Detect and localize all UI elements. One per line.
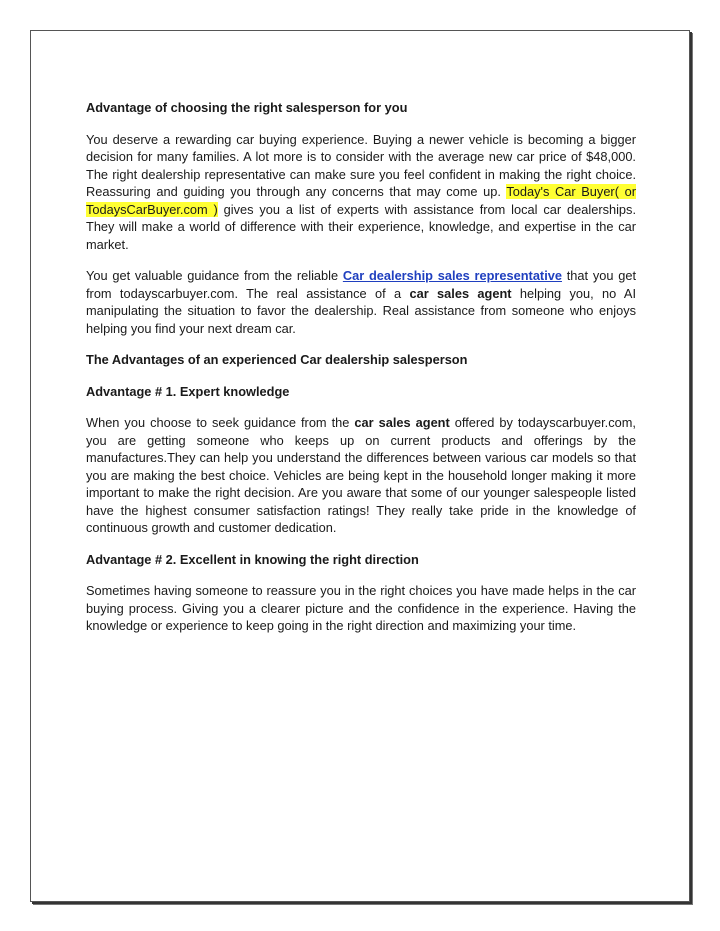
sales-representative-link[interactable]: Car dealership sales representative — [342, 268, 562, 283]
paragraph-guidance-text-b: that you get from todayscarbuyer.com. The real assistance of a — [86, 268, 636, 301]
document-page — [30, 30, 690, 902]
paragraph-expert-text-a: When you choose to seek guidance from the — [86, 415, 355, 430]
paragraph-right-direction: Sometimes having someone to reassure you in the right choices you have made helps in the car buying process. Giving you a clearer picture and the confidence in the experience. Having the knowledge or experience to keep going in the right direction and maximizing your time. — [86, 583, 636, 633]
paragraph-guidance-text-c: helping you, no AI manipulating the situation to favor the dealership. Real assistance from someone who enjoys helping you find your next dream car. — [86, 285, 636, 336]
section-heading-expert-knowledge: Advantage # 1. Expert knowledge — [86, 383, 290, 399]
paragraph-intro-text-a: You deserve a rewarding car buying experience. Buying a newer vehicle is becoming a bigger decision for many families. A lot more is to consider with the average new car price of $48,000. The right dealership representative can make sure you feel confident in making the right choice. Reassuring and guiding you through any concerns that may come up. — [86, 131, 636, 199]
highlighted-site-name: Today's Car Buyer( or TodaysCarBuyer.com ) — [86, 184, 636, 217]
paragraph-guidance — [86, 267, 636, 337]
bold-car-sales-agent: car sales agent — [409, 285, 512, 301]
paragraph-intro — [86, 131, 636, 254]
document-body — [86, 99, 636, 635]
paragraph-expert-text-b: offered by todayscarbuyer.com, you are getting someone who keeps up on current products and offerings by the manufactures.They can help you understand the differences between various car models so that you are making the best choice. Vehicles are being kept in the household longer making it more important to make the right decision. Are you aware that some of our younger salespeople listed have the highest consumer satisfaction ratings! They really take pride in the knowledge of continuous growth and customer dedication. — [86, 415, 636, 535]
section-heading-choosing: Advantage of choosing the right salesperson for you — [86, 100, 408, 115]
paragraph-intro-text-b: gives you a list of experts with assistance from local car dealerships. They will make a world of difference with their experience, knowledge, and expertise in the car market. — [86, 201, 637, 252]
paragraph-expert-knowledge — [86, 414, 636, 537]
bold-car-sales-agent-2: car sales agent — [354, 415, 450, 430]
paragraph-guidance-text-a: You get valuable guidance from the reliable — [86, 268, 343, 283]
section-heading-advantages: The Advantages of an experienced Car dealership salesperson — [86, 352, 468, 367]
section-heading-right-direction: Advantage # 2. Excellent in knowing the right direction — [86, 551, 419, 567]
